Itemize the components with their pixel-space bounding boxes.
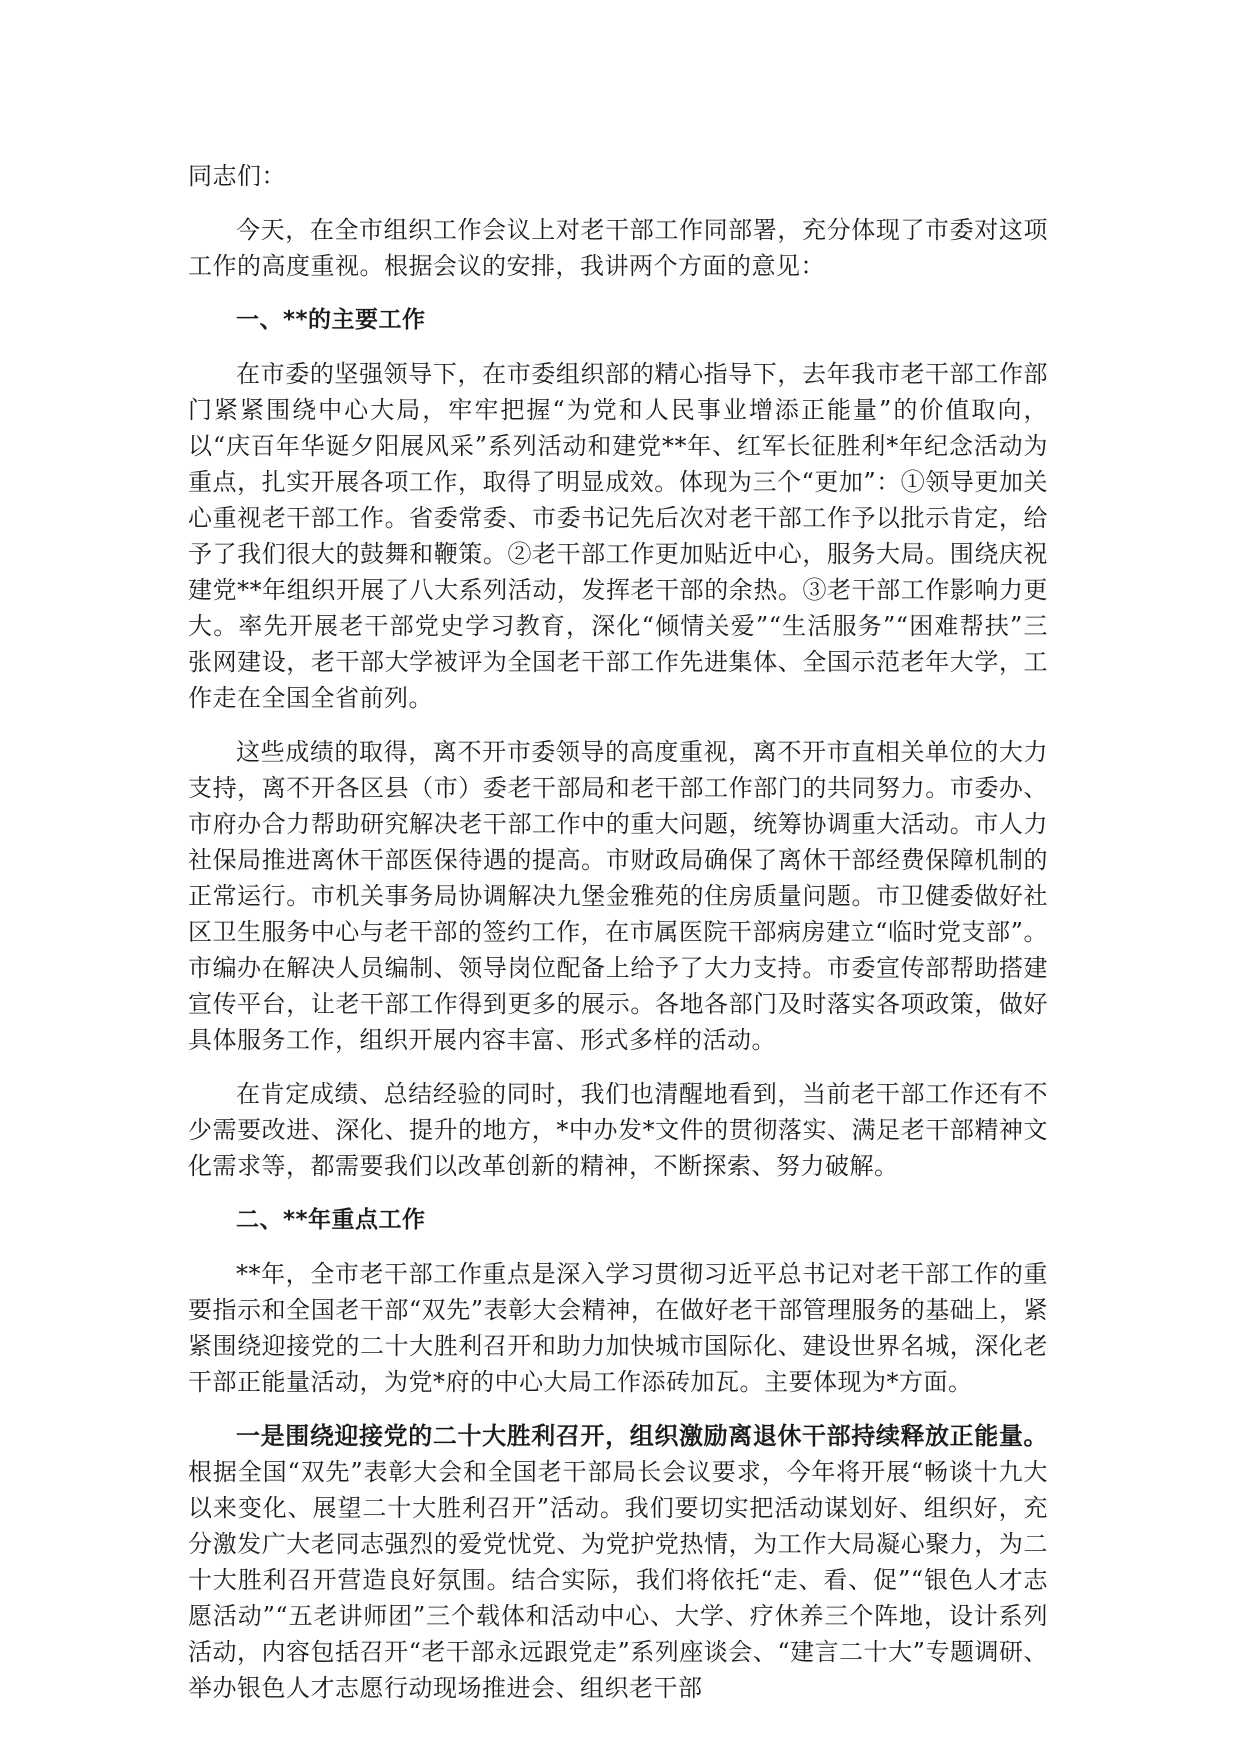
- salutation: 同志们：: [188, 162, 286, 190]
- section-2-paragraph: **年，全市老干部工作重点是深入学习贯彻习近平总书记对老干部工作的重要指示和全国老干部“双先”表彰大会精神，在做好老干部管理服务的基础上，紧紧围绕迎接党的二十大胜利召开和助力加快城市国际化、建设世界名城，深化老干部正能量活动，为党*府的中心大局工作添砖加瓦。主要体现为*方面。: [188, 1260, 1048, 1396]
- section-1-paragraph: 这些成绩的取得，离不开市委领导的高度重视，离不开市直相关单位的大力支持，离不开各区县（市）委老干部局和老干部工作部门的共同努力。市委办、市府办合力帮助研究解决老干部工作中的重大问题，统筹协调重大活动。市人力社保局推进离休干部医保待遇的提高。市财政局确保了离休干部经费保障机制的正常运行。市机关事务局协调解决九堡金雅苑的住房质量问题。市卫健委做好社区卫生服务中心与老干部的签约工作，在市属医院干部病房建立“临时党支部”。市编办在解决人员编制、领导岗位配备上给予了大力支持。市委宣传部帮助搭建宣传平台，让老干部工作得到更多的展示。各地各部门及时落实各项政策，做好具体服务工作，组织开展内容丰富、形式多样的活动。: [188, 738, 1048, 1054]
- section-1-paragraph: 在肯定成绩、总结经验的同时，我们也清醒地看到，当前老干部工作还有不少需要改进、深化、提升的地方，*中办发*文件的贯彻落实、满足老干部精神文化需求等，都需要我们以改革创新的精神，不断探索、努力破解。: [188, 1080, 1048, 1180]
- section-2-point-1: [188, 1418, 1048, 1706]
- document-body: [188, 158, 1048, 1724]
- point-1-lead: 一是围绕迎接党的二十大胜利召开，组织激励离退休干部持续释放正能量。: [236, 1421, 1048, 1450]
- section-2-heading: 二、**年重点工作: [236, 1207, 426, 1233]
- section-1-heading: 一、**的主要工作: [236, 307, 426, 333]
- intro-paragraph: 今天，在全市组织工作会议上对老干部工作同部署，充分体现了市委对这项工作的高度重视。根据会议的安排，我讲两个方面的意见：: [188, 216, 1048, 280]
- section-1-paragraph: 在市委的坚强领导下，在市委组织部的精心指导下，去年我市老干部工作部门紧紧围绕中心大局，牢牢把握“为党和人民事业增添正能量”的价值取向，以“庆百年华诞夕阳展风采”系列活动和建党**年、红军长征胜利*年纪念活动为重点，扎实开展各项工作，取得了明显成效。体现为三个“更加”：①领导更加关心重视老干部工作。省委常委、市委书记先后次对老干部工作予以批示肯定，给予了我们很大的鼓舞和鞭策。②老干部工作更加贴近中心，服务大局。围绕庆祝建党**年组织开展了八大系列活动，发挥老干部的余热。③老干部工作影响力更大。率先开展老干部党史学习教育，深化“倾情关爱”“生活服务”“困难帮扶”三张网建设，老干部大学被评为全国老干部工作先进集体、全国示范老年大学，工作走在全国全省前列。: [188, 360, 1048, 712]
- point-1-body: 根据全国“双先”表彰大会和全国老干部局长会议要求，今年将开展“畅谈十九大以来变化、展望二十大胜利召开”活动。我们要切实把活动谋划好、组织好，充分激发广大老同志强烈的爱党忧党、为党护党热情，为工作大局凝心聚力，为二十大胜利召开营造良好氛围。结合实际，我们将依托“走、看、促”“银色人才志愿活动”“五老讲师团”三个载体和活动中心、大学、疗休养三个阵地，设计系列活动，内容包括召开“老干部永远跟党走”系列座谈会、“建言二十大”专题调研、举办银色人才志愿行动现场推进会、组织老干部: [188, 1458, 1048, 1702]
